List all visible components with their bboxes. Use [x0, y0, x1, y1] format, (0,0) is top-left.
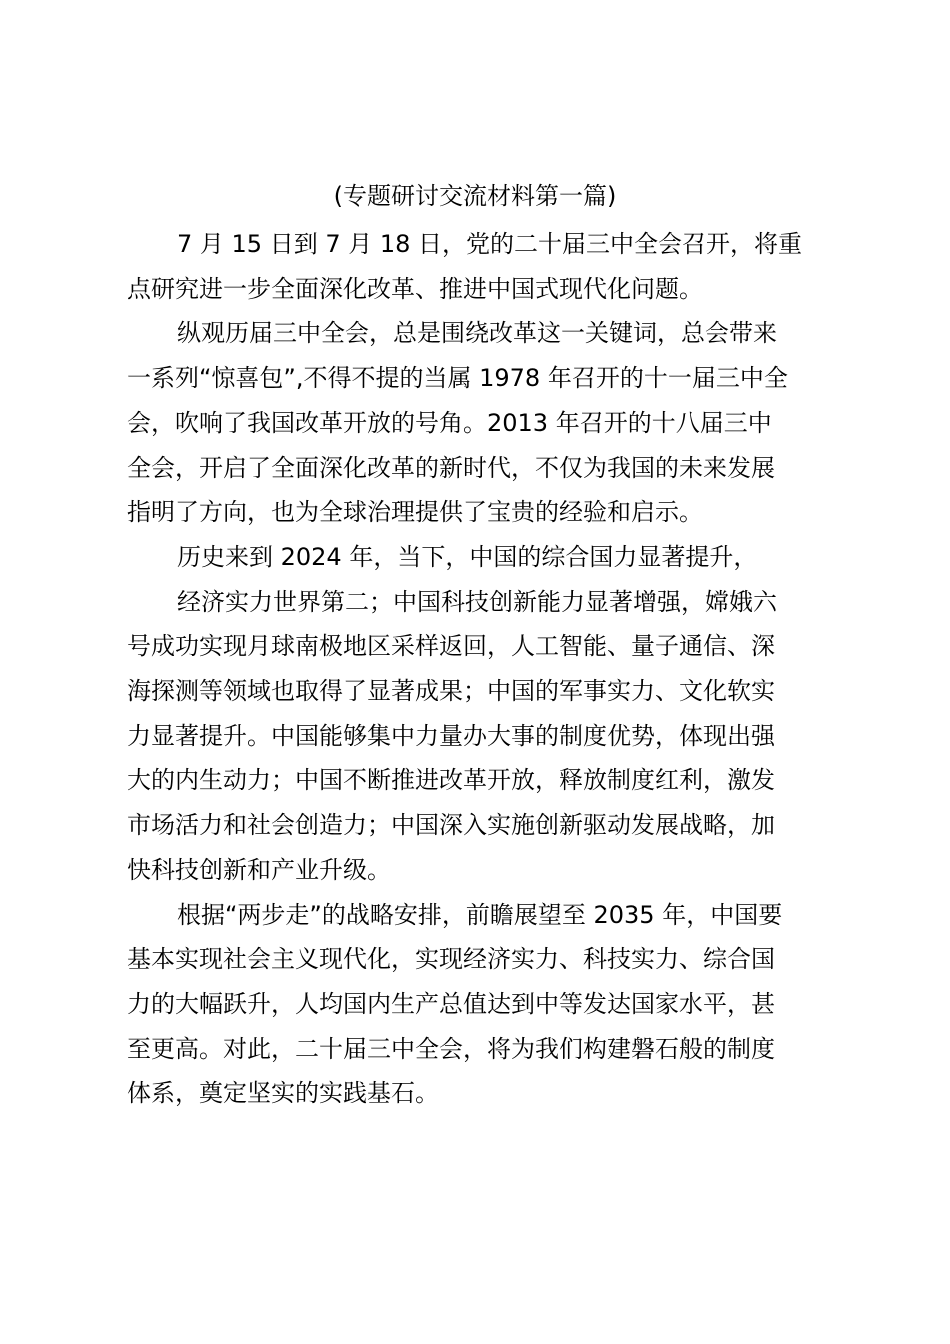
paragraph-1 [127, 222, 827, 311]
text-line: 大的内生动力；中国不断推进改革开放，释放制度红利，激发 [127, 766, 775, 795]
paragraph-2 [127, 311, 827, 535]
text-line: 经济实力世界第二；中国科技创新能力显著增强，嫦娥六 [177, 587, 777, 616]
text-line: 力的大幅跃升，人均国内生产总值达到中等发达国家水平，甚 [127, 989, 775, 1018]
text-line: 市场活力和社会创造力；中国深入实施创新驱动发展战略，加 [127, 811, 775, 840]
text-line: 点研究进一步全面深化改革、推进中国式现代化问题。 [127, 274, 703, 303]
text-line: 海探测等领域也取得了显著成果；中国的军事实力、文化软实 [127, 677, 775, 706]
paragraph-3 [127, 535, 827, 580]
paragraph-4 [127, 580, 827, 893]
text-line: 指明了方向，也为全球治理提供了宝贵的经验和启示。 [127, 498, 703, 527]
text-line: 基本实现社会主义现代化，实现经济实力、科技实力、综合国 [127, 945, 775, 974]
text-line: 全会，开启了全面深化改革的新时代，不仅为我国的未来发展 [127, 453, 775, 482]
text-line: 体系，奠定坚实的实践基石。 [127, 1079, 439, 1108]
text-line: 根据“两步走”的战略安排，前瞻展望至 2035 年，中国要 [177, 900, 783, 929]
paragraph-5 [127, 893, 827, 1117]
text-line: 力显著提升。中国能够集中力量办大事的制度优势，体现出强 [127, 721, 775, 750]
text-line: 一系列“惊喜包”,不得不提的当属 1978 年召开的十一届三中全 [127, 364, 788, 393]
text-line: 号成功实现月球南极地区采样返回，人工智能、量子通信、深 [127, 632, 775, 661]
text-line: 纵观历届三中全会，总是围绕改革这一关键词，总会带来 [177, 319, 777, 348]
text-line: 快科技创新和产业升级。 [127, 855, 391, 884]
text-line: 至更高。对此，二十届三中全会，将为我们构建磐石般的制度 [127, 1034, 775, 1063]
document-body [127, 222, 827, 1116]
document-title: (专题研讨交流材料第一篇) [333, 182, 617, 210]
text-line: 历史来到 2024 年，当下，中国的综合国力显著提升， [177, 542, 758, 571]
text-line: 7 月 15 日到 7 月 18 日，党的二十届三中全会召开，将重 [177, 230, 803, 258]
text-line: 会，吹响了我国改革开放的号角。2013 年召开的十八届三中 [127, 408, 772, 437]
